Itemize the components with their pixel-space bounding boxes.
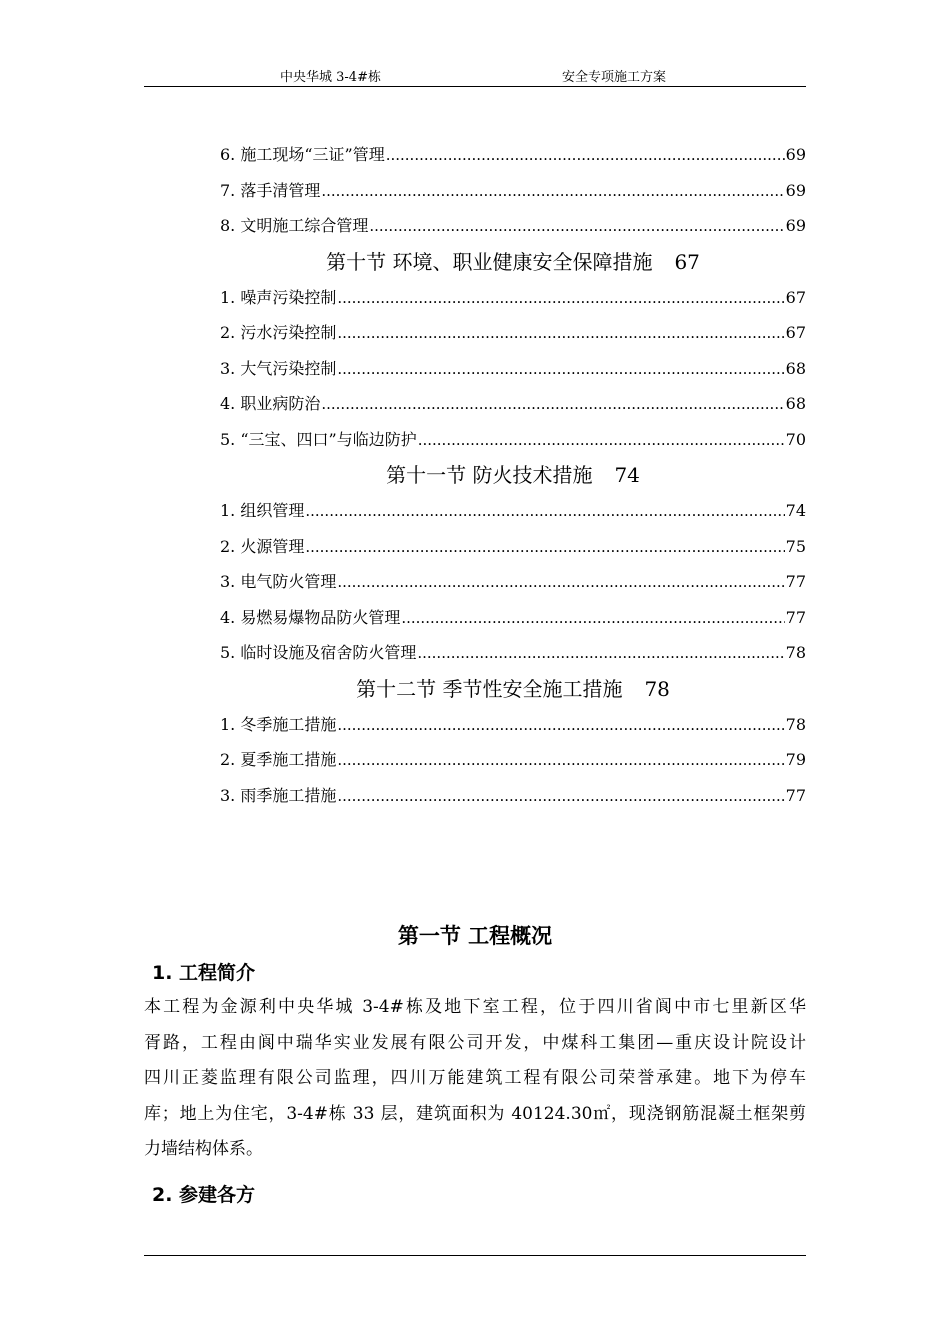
toc-entry-page: 77 — [785, 607, 806, 627]
toc-entry-page: 67 — [785, 323, 806, 342]
toc-entry[interactable] — [220, 351, 806, 387]
table-of-contents — [220, 137, 806, 813]
toc-entry[interactable] — [220, 600, 806, 636]
toc-dot-leader — [337, 351, 784, 388]
paragraph-line: 力墙结构体系。 — [144, 1139, 263, 1159]
toc-entry-label: 8. 文明施工综合管理 — [220, 216, 369, 235]
paragraph-line: 胥路，工程由阆中瑞华实业发展有限公司开发，中煤科工集团—重庆设计院设计 — [144, 1032, 806, 1053]
toc-entry-label: 1. 噪声污染控制 — [220, 287, 337, 307]
toc-dot-leader — [386, 137, 785, 174]
toc-entry-label: 3. 电气防火管理 — [220, 572, 337, 591]
toc-entry-label: 5. “三宝、四口”与临边防护 — [220, 429, 417, 449]
toc-dot-leader — [337, 315, 784, 352]
toc-entry[interactable] — [220, 529, 806, 565]
toc-entry-page: 69 — [785, 216, 806, 235]
paragraph-line: 四川正菱监理有限公司监理，四川万能建筑工程有限公司荣誉承建。地下为停车 — [144, 1068, 806, 1088]
toc-section-heading[interactable] — [220, 244, 806, 280]
toc-entry[interactable] — [220, 742, 806, 778]
toc-entry-label: 3. 大气污染控制 — [220, 358, 337, 378]
toc-entry-page: 74 — [785, 501, 806, 520]
toc-section-heading[interactable] — [220, 457, 806, 493]
toc-entry-page: 77 — [785, 572, 806, 591]
toc-dot-leader — [337, 707, 784, 744]
toc-dot-leader — [305, 529, 784, 566]
toc-entry-label: 1. 冬季施工措施 — [220, 714, 337, 734]
toc-dot-leader — [417, 635, 784, 672]
toc-dot-leader — [305, 493, 784, 530]
toc-entry-page: 68 — [785, 358, 806, 378]
toc-entry-page: 69 — [785, 145, 806, 164]
toc-entry-label: 4. 职业病防治 — [220, 394, 321, 413]
subsection-title-parties: 2. 参建各方 — [152, 1184, 256, 1206]
toc-entry-page: 68 — [785, 394, 806, 413]
toc-entry-page: 78 — [785, 714, 806, 734]
toc-section-page: 67 — [674, 249, 700, 274]
toc-dot-leader — [337, 280, 784, 317]
subsection-title-overview: 1. 工程简介 — [152, 962, 256, 984]
toc-entry[interactable] — [220, 386, 806, 422]
toc-entry[interactable] — [220, 707, 806, 743]
toc-section-label: 第十二节 季节性安全施工措施 — [356, 676, 623, 701]
header-project-name: 中央华城 3-4#栋 — [280, 70, 381, 85]
toc-entry-page: 75 — [785, 536, 806, 556]
toc-entry-page: 67 — [785, 287, 806, 307]
toc-entry-label: 2. 污水污染控制 — [220, 323, 337, 342]
toc-entry-label: 5. 临时设施及宿舍防火管理 — [220, 643, 417, 662]
toc-entry[interactable] — [220, 493, 806, 529]
toc-entry[interactable] — [220, 137, 806, 173]
toc-entry-label: 6. 施工现场“三证”管理 — [220, 145, 385, 164]
toc-entry[interactable] — [220, 280, 806, 316]
toc-section-label: 第十一节 防火技术措施 — [386, 463, 593, 487]
header-document-title: 安全专项施工方案 — [562, 70, 667, 85]
toc-entry[interactable] — [220, 315, 806, 351]
toc-entry[interactable] — [220, 635, 806, 671]
toc-entry-page: 79 — [785, 750, 806, 769]
toc-entry-label: 1. 组织管理 — [220, 501, 305, 520]
toc-dot-leader — [337, 564, 784, 601]
toc-entry-page: 70 — [785, 429, 806, 449]
toc-section-page: 78 — [644, 676, 670, 701]
paragraph-line: 本工程为金源利中央华城 3-4#栋及地下室工程，位于四川省阆中市七里新区华 — [144, 997, 806, 1017]
toc-entry-page: 78 — [785, 643, 806, 662]
toc-section-heading[interactable] — [220, 671, 806, 707]
page-header — [144, 64, 806, 87]
toc-dot-leader — [321, 386, 784, 423]
toc-entry[interactable] — [220, 564, 806, 600]
toc-dot-leader — [401, 600, 784, 637]
toc-entry-label: 3. 雨季施工措施 — [220, 785, 337, 805]
toc-section-page: 74 — [614, 463, 640, 487]
paragraph-line: 库；地上为住宅，3-4#栋 33 层，建筑面积为 40124.30㎡，现浇钢筋混凝土框架剪 — [144, 1103, 806, 1124]
toc-entry[interactable] — [220, 208, 806, 244]
toc-entry[interactable] — [220, 173, 806, 209]
toc-entry[interactable] — [220, 422, 806, 458]
toc-dot-leader — [369, 208, 784, 245]
toc-entry-label: 2. 火源管理 — [220, 536, 305, 556]
toc-entry-label: 2. 夏季施工措施 — [220, 750, 337, 769]
toc-section-label: 第十节 环境、职业健康安全保障措施 — [326, 249, 653, 274]
toc-dot-leader — [337, 778, 784, 815]
toc-entry-label: 7. 落手清管理 — [220, 180, 321, 200]
overview-paragraph — [144, 990, 806, 1168]
toc-entry-page: 77 — [785, 785, 806, 805]
toc-entry-label: 4. 易燃易爆物品防火管理 — [220, 607, 401, 627]
toc-entry[interactable] — [220, 778, 806, 814]
toc-dot-leader — [321, 173, 784, 210]
toc-dot-leader — [418, 422, 785, 459]
footer-rule — [144, 1255, 806, 1256]
section-title: 第一节 工程概况 — [397, 924, 553, 948]
toc-dot-leader — [337, 742, 784, 779]
toc-entry-page: 69 — [785, 180, 806, 200]
